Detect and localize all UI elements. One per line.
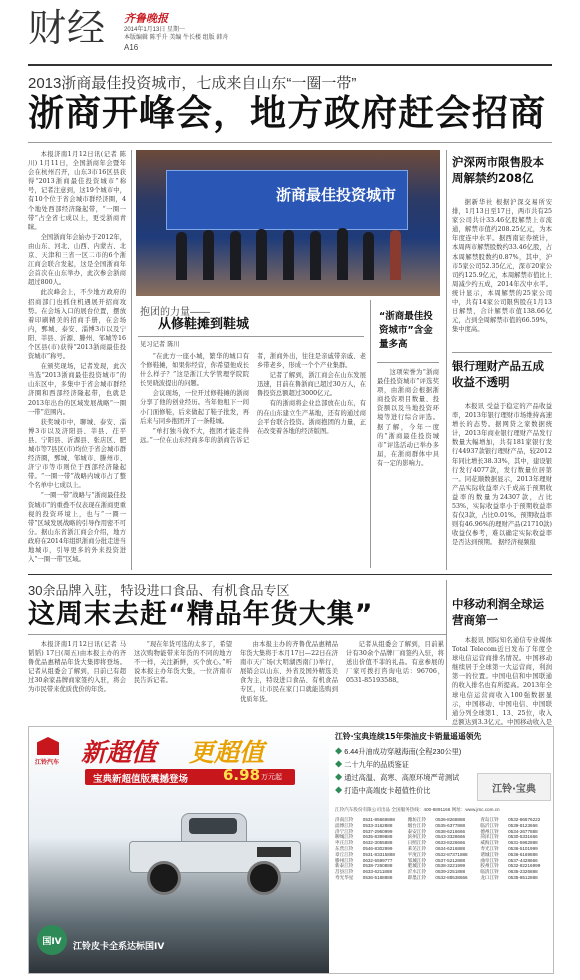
ad-bullet [335, 784, 475, 797]
ad-offer-bar [85, 766, 295, 785]
ad-offer-text: 宝典新超值版震撼登场 [93, 774, 189, 785]
page-number: A16 [124, 43, 139, 52]
dealer-name: 东营江铃 [335, 845, 354, 851]
sidebar-body: 本报讯 国际知名通信专业媒体Total Telecom近日发布了年度全球电信运营商排名情况。中国移动继续居于全球第一大运营商，利润第一的位置。中国电信和中国联通的收入排名也有所提高。2013年全球电信运营商收入100强数据显示，中国移动、中国电信、中国联通分列全球第1、13、25位，收入总额达到3.3亿元。中国移动收入是 [452, 637, 552, 726]
dealer-name: 章丘江铃 [335, 851, 354, 857]
lead-paragraph: 全国浙商年会始办于2012年，由山东、河北、山西、内蒙古、北京、天津和三省一区二市的6个浙江商会联合发起，这是全国浙商年会首次在山东举办，此次参会浙商超过800人。 [28, 233, 126, 287]
dealer-table-wrap [333, 817, 551, 969]
dealer-name: 临沂江铃 [480, 822, 499, 828]
newspaper-logo: 齐鲁晚报 [124, 12, 168, 25]
ad-price-unit: 万元起 [261, 773, 282, 781]
divider [28, 142, 552, 143]
divider [138, 336, 364, 337]
bullet-icon: ◆ [335, 773, 343, 782]
dealer-name: 龙口江铃 [480, 874, 499, 880]
sub-story-title: 从修鞋摊到鞋城 [158, 317, 250, 332]
lead-kicker: 2013浙商最佳投资城市，七成来自山东“一圈一带” [28, 75, 357, 92]
dealer-phone: 0534-2677888 [508, 828, 538, 834]
photo-people [176, 225, 401, 280]
sub-story-body [140, 352, 366, 570]
dealer-phone: 0536-6169888 [508, 851, 538, 857]
dealer-name: 诸城江铃 [480, 851, 499, 857]
dealer-name: 威海江铃 [480, 840, 499, 846]
ad-contact: 江铃汽车股份有限公司出品 全国服务热线：400-8891166 网址：www.jmc.com.cn [335, 807, 500, 812]
dealer-name: 即墨江铃 [407, 874, 427, 880]
ad-logo-big: 江铃·宝典 [477, 773, 551, 801]
dealer-name: 济南江铃 [335, 817, 354, 822]
ad-brand: 江铃汽车 [35, 760, 60, 766]
column-divider [131, 150, 132, 570]
dealer-name: 滕州江铃 [335, 857, 354, 863]
lead-body-column [28, 150, 126, 568]
pullquote-body: 这项荣誉为“浙商最佳投资城市”评选奖项，由浙商会根据浙商投资项目数量、投资额以及当地投资环境等进行综合评选。据了解，今年一度的“浙商最佳投资城市”评选活动已举办多届，在浙商群体中具有一定的影响力。 [377, 369, 439, 467]
dealer-name: 新泰江铃 [335, 863, 354, 869]
dealer-row [333, 817, 551, 823]
dealer-phone: 0531-83315888 [362, 851, 395, 857]
ad-bullet-list [335, 745, 475, 797]
dealer-phone: 0538-3221999 [435, 863, 466, 869]
editor-line: 本版编辑 陈乎升 美编 牛长楼 组版 韩舟 [124, 35, 229, 41]
dealer-name: 沂水江铃 [407, 869, 427, 875]
emission-badge: 国IV [37, 925, 67, 955]
dealer-phone: 0532-82216999 [508, 863, 541, 869]
pullquote-title: “浙商最佳投资城市”含金量多高 [379, 311, 433, 350]
lead-paragraph: 在颁奖现场，记者发现，此次当选“2013浙商最佳投资城市”的山东区中，多集中于省会城市群经济圈和西部经济隆起带，也就是2013年出台的区域发展战略“一圈一带”范围内。 [28, 363, 126, 416]
dealer-name: 曲阜江铃 [480, 857, 499, 863]
ad-bullet-text: 二十九年的品质鉴证 [344, 760, 409, 769]
dealer-name: 平度江铃 [407, 851, 427, 857]
lead-headline: 浙商开峰会，地方政府赶会招商 [28, 93, 547, 134]
lead-paragraph: 获奖城市中，聊城、泰安、淄博3市以及济阳县、莘县、茌平县、宁阳县、沂源县、张店区、肥城市等7县区(市)均位于省会城市群经济圈，鄄城、邹城市、滕州市、济宁市等市则位于西部经济隆起带。“一圈一带”战略内城市占了整个名单中七成以上。 [28, 418, 126, 490]
dealer-phone: 0634-6216888 [435, 845, 466, 851]
dealer-row [333, 875, 551, 881]
dealer-phone: 0632-5599777 [362, 857, 393, 863]
dealer-name: 德州江铃 [480, 828, 499, 834]
jmc-advertisement [28, 726, 554, 974]
dealer-name: 滨州江铃 [407, 834, 427, 840]
column-divider [446, 150, 447, 570]
date-line: 2014年1月13日 星期一 [124, 27, 186, 33]
lead-paragraph: 此次峰会上，不少地方政府的招商部门也抓住机遇展开招商攻势。在会场入口的展台位置，摆放着印刷精美的招商手册，在会场内，鄄城、泰安、淄博3市以及宁阳、莘县、沂源、滕州、邹城等16个区县(市)获得“2013浙商最佳投资城市”称号。 [28, 289, 126, 361]
dealer-name: 淄博江铃 [335, 822, 354, 828]
dealer-row [333, 846, 551, 852]
second-body [28, 640, 444, 720]
second-kicker: 30余品牌入驻，特设进口食品、有机食品专区 [28, 583, 290, 598]
dealer-phone: 0533-3162888 [362, 822, 393, 828]
dealer-row [333, 852, 551, 858]
section-rule [28, 574, 552, 575]
ad-bullet-text: 通过高温、高寒、高原环境严苛测试 [344, 773, 460, 782]
dealer-phone: 0633-8226666 [435, 840, 466, 846]
second-paragraph: 由本报主办的齐鲁优品惠精品年货大集将于本月17日—22日在济南市天广场(大明湖西南门)举行，展销会以山东、外省及国外精选美食为主，特设进口食品、有机食品专区，让市民在家门口就能选购到优质年货。 [240, 641, 338, 703]
dealer-phone: 0635-8399888 [362, 834, 393, 840]
photo-banner-text: 浙商最佳投资城市 [276, 186, 397, 204]
dealer-name: 寿光江铃 [480, 845, 499, 851]
dealer-name: 莱芜江铃 [407, 845, 427, 851]
second-paragraph: “现在年货可选的太多了，希望这次购物能带来年货的不同的地方不一样，关注新鲜，买个放心。”听说本报主办年货大集，一位济南市民告诉记者。 [134, 641, 232, 685]
dealer-phone: 0632-3055888 [362, 840, 393, 846]
sidebar-body: 据新华社 根据沪深交易所安排，1月13日至17日，两市共有25家公司共计33.46亿股解禁上市流通，解禁市值约208.25亿元，为本年度连中水平。据西南证券统计，本周两市解禁股数约33.46亿股，占本周解禁股数约0.87%，其中，沪市5家公司52.35亿元，深市20家公司约125.9亿元，本周解禁市值比上周减少约五成，2014年次中水平。统计显示，本周解禁的25家公司中，共有14家公司限售股在1月13日解禁，合计解禁市值138.66亿元，占到全周解禁市值的66.59%，集中度高。 [452, 199, 552, 334]
dealer-phone: 0543-3328666 [435, 834, 466, 840]
ad-price: 6.98 [223, 766, 261, 784]
bullet-icon: ◆ [335, 747, 343, 756]
dealer-phone: 0532-87371888 [435, 851, 468, 857]
dealer-name: 泰安江铃 [407, 828, 427, 834]
dealer-name: 日照江铃 [407, 840, 427, 846]
sub-story-byline: 见习记者 陈川 [140, 341, 180, 348]
dealer-name: 邹城江铃 [407, 857, 427, 863]
ad-bullet-text: 6.44升油成功穿越海南(全程230公里) [344, 747, 462, 756]
summit-photo [136, 150, 440, 296]
sub-story-kicker: 抱团的力量—— [140, 307, 210, 318]
sidebar-title: 中移动利润全球运营商第一 [452, 597, 544, 627]
ad-image-area [29, 727, 329, 973]
dealer-phone: 0631-5962888 [508, 840, 538, 846]
dealer-name: 烟台江铃 [407, 822, 427, 828]
dealer-name: 枣庄江铃 [335, 840, 354, 846]
ad-headline: 江铃·宝典连续15年柴油皮卡销量遥遥领先 [335, 732, 482, 741]
column-divider [446, 580, 447, 720]
bullet-icon: ◆ [335, 760, 343, 769]
section-title: 财经 [28, 6, 107, 50]
ad-bullet [335, 758, 475, 771]
dealer-phone: 0537-5212888 [435, 857, 466, 863]
sub-story-paragraph: 记者了解到，浙江商会在山东发展迅速，目前在鲁浙商已超过30万人，在鲁投资总额超过3000亿元。 [257, 372, 366, 398]
dealer-name: 肥城江铃 [407, 863, 427, 869]
dealer-table [333, 817, 551, 881]
dealer-phone: 0536-5101999 [508, 845, 538, 851]
sub-story-paragraph: “在此方一座小城，繁华的城口有个修鞋摊，如果你经营，你希望他成长什么样子？”这是浙江大学管理学院院长吴晓波提出的问题。 [140, 353, 249, 388]
dealer-phone: 0531-85669888 [362, 817, 395, 822]
dealer-phone: 0539-8123666 [508, 822, 538, 828]
dealer-name: 寿光华星 [335, 874, 354, 880]
sub-story-paragraph: 有的浙商将企业总部放在山东，有的在山东建立生产基地，还有的通过商会平台联合投资。浙商抱团的力量，正在改变着各地的经济版图。 [257, 400, 366, 435]
dealer-phone: 0535-6377888 [435, 822, 466, 828]
dealer-phone: 0537-4428666 [508, 857, 538, 863]
dealer-phone: 0633-6211888 [362, 869, 393, 875]
ad-bullet [335, 771, 475, 784]
divider [377, 362, 439, 363]
bullet-icon: ◆ [335, 786, 343, 795]
sidebar-title: 沪深两市限售股本周解禁约208亿 [452, 155, 544, 185]
sub-story-paragraph: “单打独斗做不大，抱团才能走得远。”一位在山东经商多年的浙商告诉记者，浙商外出，往往是亲戚带亲戚、老乡带老乡，形成一个个产业集群。 [140, 353, 366, 444]
dealer-name: 济宁江铃 [335, 828, 354, 834]
ad-bullet [335, 745, 475, 758]
dealer-name: 青岛江铃 [480, 817, 499, 822]
dealer-name: 临清江铃 [480, 869, 499, 875]
second-paragraph: 本报济南1月12日讯(记者 马韬韬) 17日(周五)由本报主办的齐鲁优品惠精品年货大集即将登场。记者从组委会了解到，目前已有超过30余家品牌商家签约入驻，将会为市民带来优质优价的年货。 [28, 641, 126, 694]
sidebar-title: 银行理财产品五成收益不透明 [452, 359, 544, 389]
dealer-name: 聊城江铃 [335, 834, 354, 840]
dealer-phone: 0530-5331666 [508, 834, 538, 840]
lead-paragraph: 本报济南1月12日讯(记者 陈川) 1月11日，全国浙商年会暨年会在杭州召开，山东3市16区县获得“2013浙商最佳投资城市”称号，记者注意到，这19个城市中，有10个位于省会城市群经济圈，4个地处西部经济隆起带，“一圈一带”占全省七成以上，更受浙商青睐。 [28, 151, 126, 231]
sidebar-body: 本报讯 受益于稳定的产品收益率，2013年银行理财市场维持高速增长的态势。据网贷之家数据统计，2013年商业银行理财产品发行数量大幅增加，共有181家银行发行44937款银行理财产品，较2012年同比增长38.33%，其中，建设银行发行4077款，发行数量位居第一。同花顺数据显示，2013年理财产品实际收益率六千成高于预期收益率的数量为24307款，占比53%，实际收益率小于预期收益率有仅3款，占比0.01%。预期收益率则有46.96%的理财产品(21710款)收益仅参考，难以确定实际收益率是否达到预期。 据经济视频报 [452, 403, 552, 547]
second-paragraph: 记者从组委会了解到，目前累计有30余个品牌厂商签约入驻，将送出价值不菲的礼品。有意参展的厂家可拨打咨询电话：96706，0531-85193588。 [346, 641, 444, 685]
dealer-name: 潍坊江铃 [407, 817, 427, 822]
dealer-phone: 0535-8512888 [508, 874, 538, 880]
dealer-row [333, 823, 551, 829]
sub-story-paragraph: 会议现场，一位开过修鞋摊的浙商分享了他的创业经历。当年他租下一间小门面修鞋，后来做起了鞋子批发，再后来与同乡抱团开了一条鞋城。 [140, 390, 249, 425]
dealer-name: 菏泽江铃 [480, 834, 499, 840]
ad-info-area [331, 727, 553, 973]
masthead-block [124, 10, 228, 52]
dealer-phone: 0532-88538666 [435, 874, 468, 880]
dealer-phone: 0635-2326888 [508, 869, 538, 875]
dealer-phone: 0538-6216666 [435, 828, 466, 834]
dealer-phone: 0536-5188888 [362, 874, 393, 880]
ad-bullet-text: 打造中高端皮卡超值性价比 [344, 786, 431, 795]
dealer-phone: 0538-7260888 [362, 863, 393, 869]
dealer-phone: 0532-86676222 [508, 817, 541, 822]
jmc-logo-icon [37, 737, 59, 755]
pullquote-box [370, 300, 441, 568]
dealer-phone: 0546-8302999 [362, 845, 393, 851]
dealer-phone: 0537-2960999 [362, 828, 393, 834]
masthead-rule [28, 64, 552, 66]
dealer-phone: 0536-8268888 [435, 817, 466, 822]
dealer-phone: 0539-2251888 [435, 869, 466, 875]
ad-footer-left: 江铃皮卡全系达标国IV [73, 942, 165, 952]
pickup-truck-image [129, 809, 299, 891]
dealer-name: 胶州江铃 [480, 863, 499, 869]
ad-slogan-1: 新超值 [81, 738, 157, 767]
divider [28, 634, 446, 635]
divider [452, 352, 552, 353]
second-headline: 这周末去赶“精品年货大集” [28, 599, 374, 630]
dealer-name: 莒县江铃 [335, 869, 354, 875]
ad-slogan-2: 更超值 [189, 738, 265, 767]
lead-paragraph: “一圈一带”战略与“浙商最佳投资城市”的重叠不仅表现在浙商更重视的投资环境上，也与“一圈一带”区域发展战略的引导作用密不可分。据山东省浙江商会介绍，地方政府在2014年组织浙商分批走进当地城市，引导更多的外来投资进入“一圈一带”区域。 [28, 492, 126, 564]
